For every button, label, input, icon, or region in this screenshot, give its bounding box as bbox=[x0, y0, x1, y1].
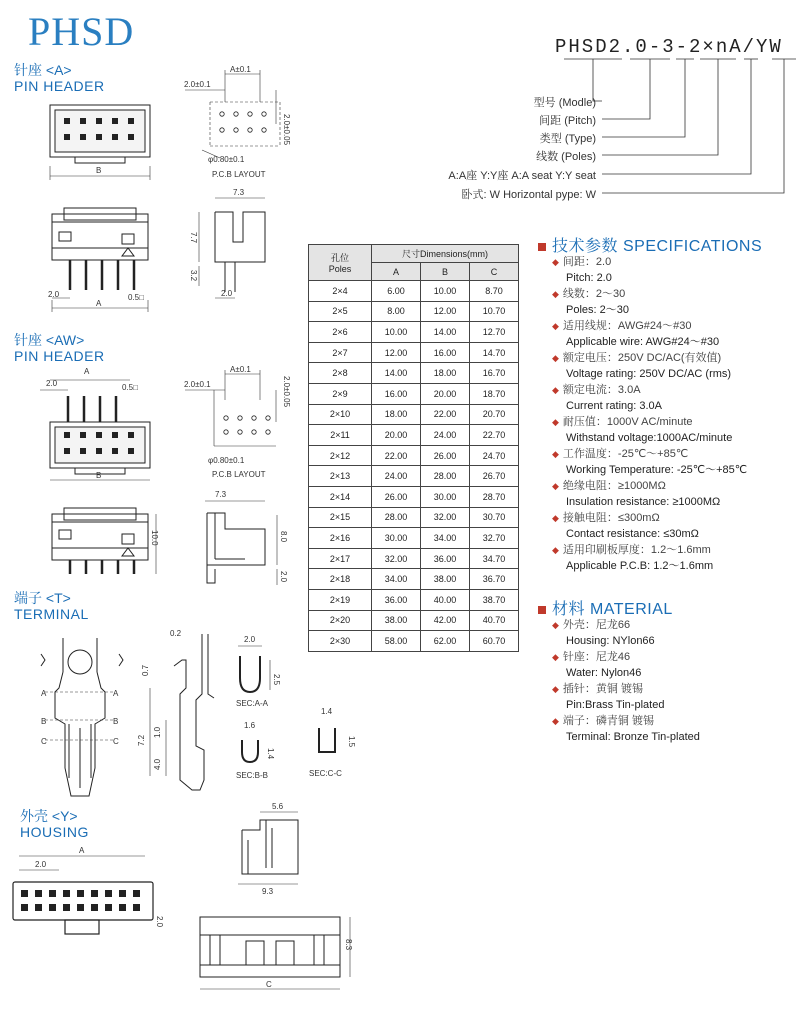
table-cell-dim: 20.00 bbox=[372, 425, 421, 446]
spec-item-cn-text: 额定电压：250V DC/AC(有效值) bbox=[562, 352, 722, 364]
spec-item-en: Voltage rating: 250V DC/AC (rms) bbox=[566, 368, 732, 380]
pin-header-aw-profile-drawing bbox=[185, 485, 290, 595]
dim-0-7: 0.7 bbox=[141, 664, 150, 676]
dim-b-label: B bbox=[96, 471, 102, 480]
table-cell-dim: 36.00 bbox=[372, 589, 421, 610]
dim-b-label: B bbox=[96, 166, 102, 175]
dim-1-6: 1.6 bbox=[244, 721, 256, 730]
terminal-sec-aa-drawing bbox=[232, 630, 292, 710]
table-cell-poles: 2×16 bbox=[309, 528, 372, 549]
table-cell-dim: 40.70 bbox=[470, 610, 519, 631]
legend-type: 类型 (Type) bbox=[539, 133, 596, 145]
table-cell-dim: 16.70 bbox=[470, 363, 519, 384]
diamond-bullet-icon: ◆ bbox=[552, 385, 559, 395]
svg-text:A: A bbox=[41, 689, 47, 698]
table-cell-poles: 2×18 bbox=[309, 569, 372, 590]
section-a-cn: 针座 <A> bbox=[14, 62, 72, 78]
col-c-header: C bbox=[470, 263, 519, 281]
spec-item-cn-text: 针座：尼龙46 bbox=[562, 651, 631, 663]
spec-item-cn-text: 工作温度：-25℃～+85℃ bbox=[562, 448, 689, 460]
dim-2-5: 2.5 bbox=[272, 674, 281, 686]
table-row bbox=[309, 342, 519, 363]
diamond-bullet-icon: ◆ bbox=[552, 353, 559, 363]
spec-item-cn bbox=[552, 478, 747, 494]
diamond-bullet-icon: ◆ bbox=[552, 481, 559, 491]
spec-item-en: Contact resistance: ≤30mΩ bbox=[566, 528, 699, 540]
legend-poles: 线数 (Poles) bbox=[536, 151, 596, 163]
sec-bb-label: SEC:B-B bbox=[236, 771, 269, 780]
housing-side-drawing bbox=[228, 800, 308, 896]
specs-title-cn: 技术参数 bbox=[552, 238, 619, 255]
pcb-layout-a-drawing bbox=[180, 62, 310, 182]
table-cell-poles: 2×10 bbox=[309, 404, 372, 425]
table-cell-dim: 32.00 bbox=[372, 548, 421, 569]
spec-item-en: Withstand voltage:1000AC/minute bbox=[566, 432, 733, 444]
dim-pitch: 2.0±0.1 bbox=[184, 380, 211, 389]
dim-c: C bbox=[266, 980, 272, 989]
dim-2-0: 2.0 bbox=[244, 635, 256, 644]
terminal-side-drawing bbox=[130, 630, 230, 800]
legend-horizontal: 卧式: W Horizontal pype: W bbox=[461, 189, 596, 201]
col-poles-cn: 孔位 bbox=[330, 253, 349, 263]
spec-item-cn bbox=[552, 617, 700, 633]
table-cell-dim: 60.70 bbox=[470, 631, 519, 652]
table-cell-dim: 38.70 bbox=[470, 589, 519, 610]
spec-item-en: Pin:Brass Tin-plated bbox=[566, 699, 665, 711]
material-title-en: MATERIAL bbox=[589, 601, 673, 618]
dim-pitch-v: 2.0±0.05 bbox=[282, 114, 291, 146]
table-row bbox=[309, 445, 519, 466]
material-heading bbox=[538, 596, 673, 619]
diamond-bullet-icon: ◆ bbox=[552, 417, 559, 427]
spec-item-cn-text: 绝缘电阻：≥1000MΩ bbox=[562, 480, 666, 492]
table-row bbox=[309, 631, 519, 652]
table-cell-dim: 16.00 bbox=[421, 342, 470, 363]
dim-pitch: 2.0±0.1 bbox=[184, 80, 211, 89]
diamond-bullet-icon: ◆ bbox=[552, 449, 559, 459]
spec-item-cn bbox=[552, 414, 747, 430]
table-row bbox=[309, 404, 519, 425]
table-row bbox=[309, 281, 519, 302]
material-list bbox=[552, 617, 700, 745]
section-a-en: PIN HEADER bbox=[14, 78, 105, 94]
svg-text:A: A bbox=[113, 689, 119, 698]
pin-header-aw-top-drawing bbox=[40, 360, 170, 490]
spec-item-cn-text: 线数：2～30 bbox=[562, 288, 626, 300]
col-b-header: B bbox=[421, 263, 470, 281]
terminal-sec-bb-drawing bbox=[232, 716, 292, 782]
diamond-bullet-icon: ◆ bbox=[552, 513, 559, 523]
dim-2-0: 2.0 bbox=[46, 379, 58, 388]
spec-item-cn bbox=[552, 382, 747, 398]
housing-top-drawing bbox=[5, 842, 175, 942]
table-cell-poles: 2×19 bbox=[309, 589, 372, 610]
terminal-sec-cc-drawing bbox=[305, 704, 365, 780]
table-cell-dim: 24.70 bbox=[470, 445, 519, 466]
table-cell-dim: 40.00 bbox=[421, 589, 470, 610]
pin-header-a-profile-drawing bbox=[185, 182, 285, 312]
spec-item-en: Water: Nylon46 bbox=[566, 667, 642, 679]
table-row bbox=[309, 486, 519, 507]
table-cell-dim: 24.00 bbox=[421, 425, 470, 446]
table-cell-poles: 2×6 bbox=[309, 322, 372, 343]
spec-item-en: Applicable wire: AWG#24～#30 bbox=[566, 336, 720, 348]
table-cell-poles: 2×11 bbox=[309, 425, 372, 446]
dim-hole: φ0.80±0.1 bbox=[208, 155, 245, 164]
dim-a-tol: A±0.1 bbox=[230, 365, 251, 374]
dim-a-tol: A±0.1 bbox=[230, 65, 251, 74]
dim-7-7: 7.7 bbox=[189, 232, 198, 244]
table-cell-dim: 36.00 bbox=[421, 548, 470, 569]
dim-2-0: 2.0 bbox=[48, 290, 60, 299]
svg-text:C: C bbox=[113, 737, 119, 746]
table-cell-poles: 2×12 bbox=[309, 445, 372, 466]
spec-item-cn-text: 额定电流：3.0A bbox=[562, 384, 641, 396]
table-row bbox=[309, 383, 519, 404]
dimensions-table-container bbox=[308, 244, 519, 652]
table-cell-dim: 12.70 bbox=[470, 322, 519, 343]
spec-item-en: Poles: 2～30 bbox=[566, 304, 629, 316]
table-cell-dim: 38.00 bbox=[372, 610, 421, 631]
table-cell-poles: 2×5 bbox=[309, 301, 372, 322]
table-cell-dim: 38.00 bbox=[421, 569, 470, 590]
table-cell-dim: 34.00 bbox=[372, 569, 421, 590]
table-row bbox=[309, 610, 519, 631]
table-row bbox=[309, 301, 519, 322]
table-cell-poles: 2×4 bbox=[309, 281, 372, 302]
table-cell-dim: 30.00 bbox=[372, 528, 421, 549]
table-cell-poles: 2×7 bbox=[309, 342, 372, 363]
dim-10-0: 10.0 bbox=[150, 530, 159, 546]
pcb-layout-aw-drawing bbox=[180, 360, 310, 480]
brand-title: PHSD bbox=[28, 9, 135, 54]
table-cell-dim: 10.00 bbox=[421, 281, 470, 302]
spec-item-cn-text: 插针：黄铜 镀锡 bbox=[562, 683, 643, 695]
table-cell-dim: 24.00 bbox=[372, 466, 421, 487]
dim-2-0: 2.0 bbox=[35, 860, 47, 869]
spec-item-cn bbox=[552, 254, 747, 270]
table-cell-poles: 2×8 bbox=[309, 363, 372, 384]
table-cell-poles: 2×15 bbox=[309, 507, 372, 528]
svg-text:C: C bbox=[41, 737, 47, 746]
spec-item-cn bbox=[552, 713, 700, 729]
dim-0-5: 0.5□ bbox=[122, 383, 138, 392]
dim-0-5: 0.5□ bbox=[128, 293, 144, 302]
spec-item-cn-text: 耐压值：1000V AC/minute bbox=[562, 416, 693, 428]
table-cell-dim: 34.00 bbox=[421, 528, 470, 549]
table-cell-poles: 2×13 bbox=[309, 466, 372, 487]
spec-item-cn-text: 接触电阻：≤300mΩ bbox=[562, 512, 660, 524]
specs-title-en: SPECIFICATIONS bbox=[622, 238, 763, 255]
spec-item-cn bbox=[552, 542, 747, 558]
dim-7-3: 7.3 bbox=[233, 188, 245, 197]
spec-item-cn-text: 间距：2.0 bbox=[562, 256, 612, 268]
table-cell-poles: 2×9 bbox=[309, 383, 372, 404]
table-row bbox=[309, 507, 519, 528]
table-cell-dim: 26.00 bbox=[372, 486, 421, 507]
table-row bbox=[309, 425, 519, 446]
spec-item-cn bbox=[552, 286, 747, 302]
dim-hole: φ0.80±0.1 bbox=[208, 456, 245, 465]
dim-9-3: 9.3 bbox=[262, 887, 274, 896]
diamond-bullet-icon: ◆ bbox=[552, 620, 559, 630]
table-cell-dim: 14.00 bbox=[372, 363, 421, 384]
section-y-cn: 外壳 <Y> bbox=[20, 808, 78, 824]
dim-7-3: 7.3 bbox=[215, 490, 227, 499]
legend-pitch: 间距 (Pitch) bbox=[539, 115, 596, 127]
spec-item-cn bbox=[552, 350, 747, 366]
specs-list bbox=[552, 254, 747, 574]
dim-4-0: 4.0 bbox=[153, 758, 162, 770]
table-cell-dim: 12.00 bbox=[372, 342, 421, 363]
spec-item-en: Terminal: Bronze Tin-plated bbox=[566, 731, 700, 743]
table-cell-dim: 12.00 bbox=[421, 301, 470, 322]
dim-3-2: 3.2 bbox=[189, 270, 198, 282]
dim-0-2: 0.2 bbox=[170, 630, 182, 638]
dim-1-4: 1.4 bbox=[321, 707, 333, 716]
table-cell-dim: 62.00 bbox=[421, 631, 470, 652]
table-cell-dim: 32.00 bbox=[421, 507, 470, 528]
spec-item-cn bbox=[552, 510, 747, 526]
table-cell-dim: 8.70 bbox=[470, 281, 519, 302]
dim-1-4: 1.4 bbox=[266, 748, 275, 760]
table-cell-dim: 22.00 bbox=[421, 404, 470, 425]
table-cell-dim: 58.00 bbox=[372, 631, 421, 652]
table-cell-dim: 10.00 bbox=[372, 322, 421, 343]
dim-1-0: 1.0 bbox=[153, 726, 162, 738]
table-cell-dim: 28.00 bbox=[421, 466, 470, 487]
table-cell-dim: 20.70 bbox=[470, 404, 519, 425]
table-row bbox=[309, 589, 519, 610]
table-cell-poles: 2×17 bbox=[309, 548, 372, 569]
table-row bbox=[309, 363, 519, 384]
pin-header-a-top-drawing bbox=[40, 100, 160, 190]
table-cell-dim: 6.00 bbox=[372, 281, 421, 302]
diamond-bullet-icon: ◆ bbox=[552, 321, 559, 331]
pin-header-a-side-drawing bbox=[40, 200, 160, 320]
dim-7-2: 7.2 bbox=[137, 734, 146, 746]
pcb-layout-label: P.C.B LAYOUT bbox=[212, 470, 266, 479]
part-number-leader-lines bbox=[560, 55, 800, 205]
table-cell-dim: 14.70 bbox=[470, 342, 519, 363]
col-dims-header: 尺寸Dimensions(mm) bbox=[372, 245, 519, 263]
dim-8-0: 8.0 bbox=[279, 531, 288, 543]
section-aw-en: PIN HEADER bbox=[14, 348, 105, 364]
spec-item-cn bbox=[552, 681, 700, 697]
diamond-bullet-icon: ◆ bbox=[552, 652, 559, 662]
col-poles-en: Poles bbox=[328, 264, 352, 274]
table-cell-dim: 34.70 bbox=[470, 548, 519, 569]
part-number: PHSD2.0-3-2×nA/YW bbox=[555, 36, 783, 58]
spec-item-cn-text: 适用印刷板厚度：1.2～1.6mm bbox=[562, 544, 711, 556]
table-cell-dim: 28.70 bbox=[470, 486, 519, 507]
spec-item-cn-text: 外壳：尼龙66 bbox=[562, 619, 631, 631]
spec-item-en: Applicable P.C.B: 1.2～1.6mm bbox=[566, 560, 714, 572]
table-cell-dim: 32.70 bbox=[470, 528, 519, 549]
dim-a: A bbox=[79, 846, 85, 855]
svg-text:B: B bbox=[113, 717, 119, 726]
sec-aa-label: SEC:A-A bbox=[236, 699, 269, 708]
table-cell-dim: 22.00 bbox=[372, 445, 421, 466]
square-bullet-icon bbox=[538, 243, 546, 251]
section-y-en: HOUSING bbox=[20, 824, 89, 840]
diamond-bullet-icon: ◆ bbox=[552, 716, 559, 726]
table-cell-dim: 30.70 bbox=[470, 507, 519, 528]
spec-item-en: Working Temperature: -25℃～+85℃ bbox=[566, 464, 748, 476]
dim-pitch-v: 2.0±0.05 bbox=[282, 376, 291, 408]
table-row bbox=[309, 466, 519, 487]
dim-a: A bbox=[96, 299, 102, 308]
table-cell-dim: 18.00 bbox=[372, 404, 421, 425]
spec-item-cn bbox=[552, 446, 747, 462]
table-cell-dim: 18.00 bbox=[421, 363, 470, 384]
dim-2-0v: 2.0 bbox=[155, 916, 164, 928]
table-cell-poles: 2×20 bbox=[309, 610, 372, 631]
table-cell-dim: 36.70 bbox=[470, 569, 519, 590]
sec-cc-label: SEC:C-C bbox=[309, 769, 342, 778]
dim-a: A bbox=[84, 367, 90, 376]
table-row bbox=[309, 548, 519, 569]
table-cell-dim: 30.00 bbox=[421, 486, 470, 507]
spec-item-cn-text: 端子：磷青铜 镀锡 bbox=[562, 715, 654, 727]
table-cell-dim: 42.00 bbox=[421, 610, 470, 631]
table-row bbox=[309, 322, 519, 343]
table-cell-poles: 2×14 bbox=[309, 486, 372, 507]
table-cell-dim: 14.00 bbox=[421, 322, 470, 343]
section-t-cn: 端子 <T> bbox=[14, 590, 71, 606]
specs-heading bbox=[538, 233, 762, 256]
col-a-header: A bbox=[372, 263, 421, 281]
terminal-front-drawing bbox=[25, 628, 135, 803]
section-t-en: TERMINAL bbox=[14, 606, 89, 622]
col-poles-header bbox=[309, 245, 372, 281]
pin-header-aw-side-drawing bbox=[40, 500, 160, 580]
table-row bbox=[309, 528, 519, 549]
table-cell-dim: 22.70 bbox=[470, 425, 519, 446]
spec-item-cn-text: 适用线规：AWG#24～#30 bbox=[562, 320, 692, 332]
diamond-bullet-icon: ◆ bbox=[552, 257, 559, 267]
table-cell-dim: 10.70 bbox=[470, 301, 519, 322]
spec-item-cn bbox=[552, 649, 700, 665]
pcb-layout-label: P.C.B LAYOUT bbox=[212, 170, 266, 179]
table-cell-dim: 20.00 bbox=[421, 383, 470, 404]
legend-model: 型号 (Modle) bbox=[533, 97, 596, 109]
table-cell-dim: 18.70 bbox=[470, 383, 519, 404]
dimensions-table-body bbox=[309, 281, 519, 652]
spec-item-en: Current rating: 3.0A bbox=[566, 400, 662, 412]
dim-8-3: 8.3 bbox=[344, 939, 353, 951]
dim-2-0: 2.0 bbox=[279, 571, 288, 583]
spec-item-en: Pitch: 2.0 bbox=[566, 272, 612, 284]
material-title-cn: 材料 bbox=[552, 601, 586, 618]
legend-seat: A:A座 Y:Y座 A:A seat Y:Y seat bbox=[448, 170, 596, 182]
spec-item-cn bbox=[552, 318, 747, 334]
diamond-bullet-icon: ◆ bbox=[552, 545, 559, 555]
diamond-bullet-icon: ◆ bbox=[552, 684, 559, 694]
dim-2-0b: 2.0 bbox=[221, 289, 233, 298]
table-cell-dim: 26.00 bbox=[421, 445, 470, 466]
table-cell-dim: 26.70 bbox=[470, 466, 519, 487]
table-cell-dim: 8.00 bbox=[372, 301, 421, 322]
table-cell-poles: 2×30 bbox=[309, 631, 372, 652]
table-cell-dim: 16.00 bbox=[372, 383, 421, 404]
housing-front-drawing bbox=[190, 905, 360, 995]
section-aw-cn: 针座 <AW> bbox=[14, 332, 85, 348]
dim-5-6: 5.6 bbox=[272, 802, 284, 811]
square-bullet-icon bbox=[538, 606, 546, 614]
dimensions-table bbox=[308, 244, 519, 652]
spec-item-en: Housing: NYlon66 bbox=[566, 635, 655, 647]
spec-item-en: Insulation resistance: ≥1000MΩ bbox=[566, 496, 721, 508]
table-cell-dim: 28.00 bbox=[372, 507, 421, 528]
diamond-bullet-icon: ◆ bbox=[552, 289, 559, 299]
svg-text:B: B bbox=[41, 717, 47, 726]
dim-1-5: 1.5 bbox=[347, 736, 356, 748]
table-row bbox=[309, 569, 519, 590]
